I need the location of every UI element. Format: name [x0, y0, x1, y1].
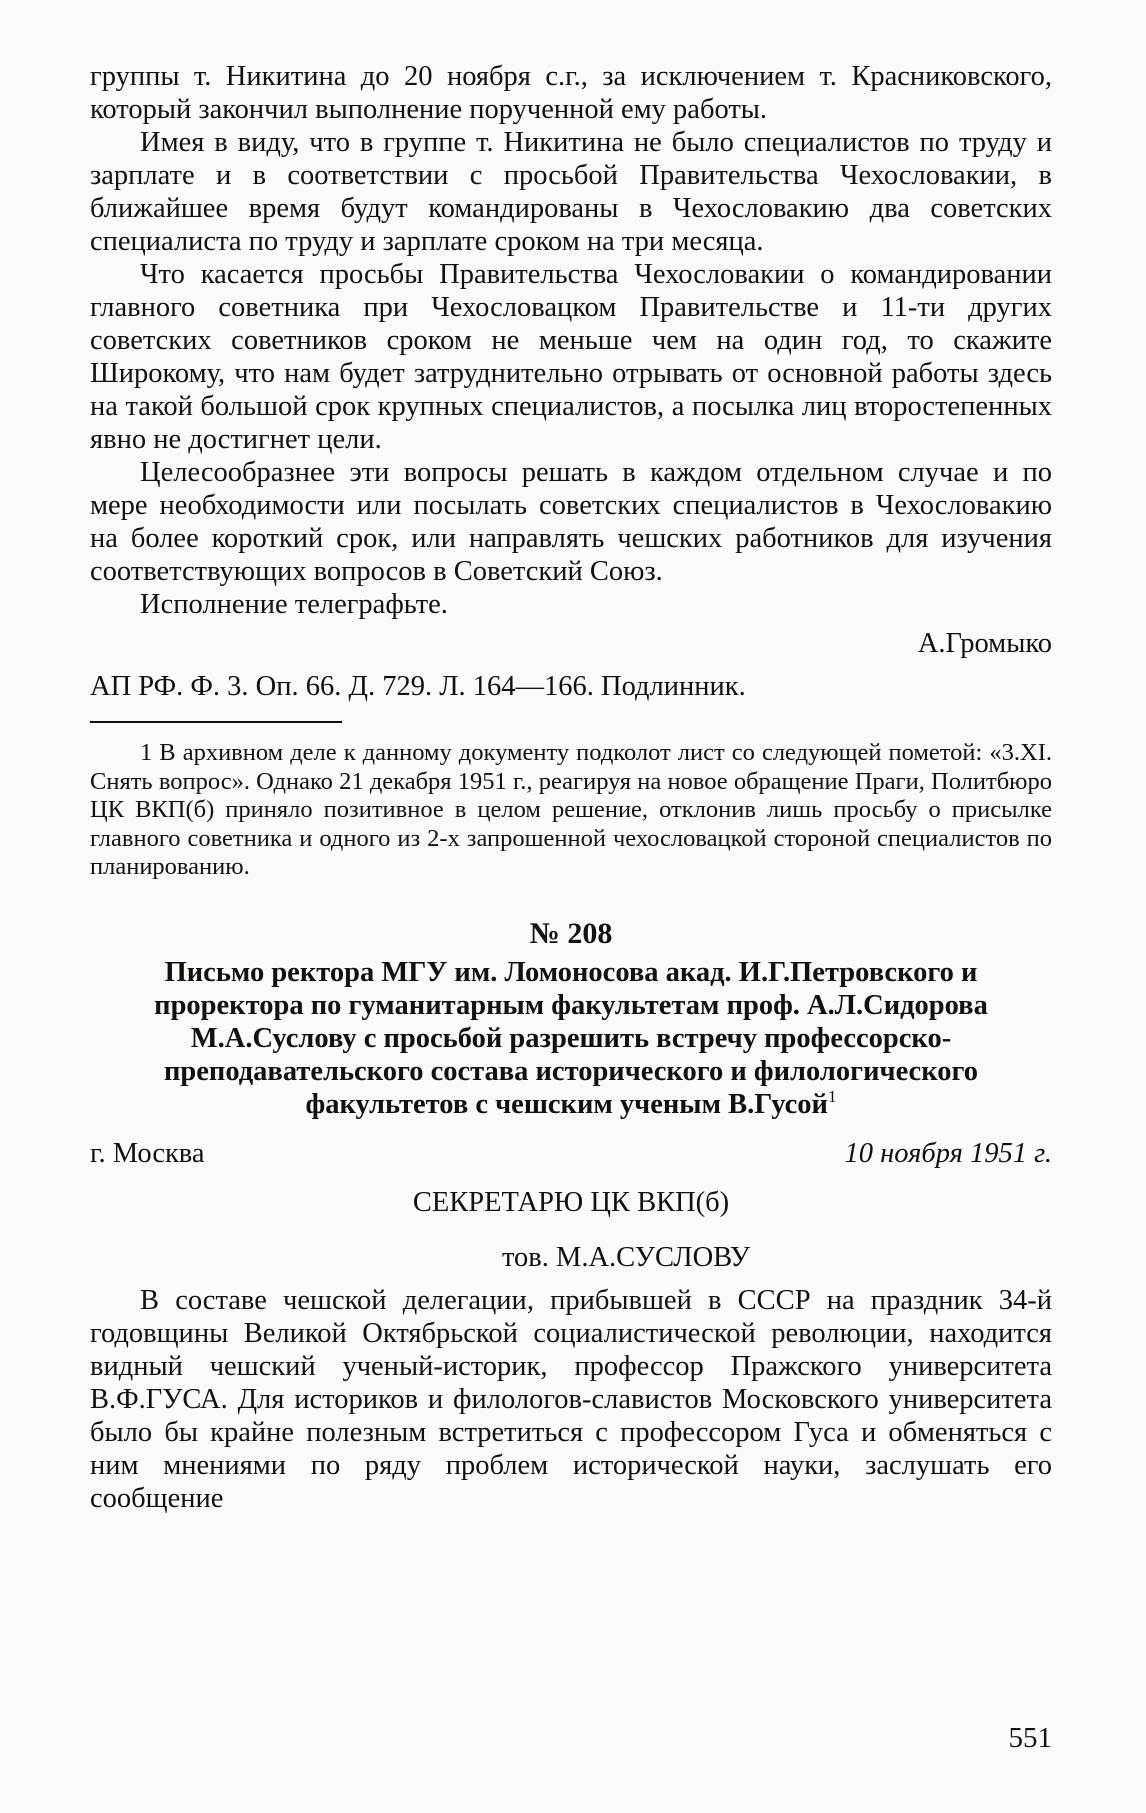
place: г. Москва	[90, 1137, 205, 1169]
paragraph-2: Имея в виду, что в группе т. Никитина не было специалистов по труду и зарплате и в соответствии с просьбой Правительства Чехословакии, в ближайшее время будут командированы в Чехословакию два советских специалиста по труду и зарплате сроком на три месяца.	[90, 127, 1052, 257]
title-footnote-mark: 1	[827, 1086, 837, 1106]
addressee-name: тов. М.А.СУСЛОВУ	[501, 1241, 751, 1273]
document-title-text: Письмо ректора МГУ им. Ломоносова акад. И.Г.Петровского и проректора по гуманитарным факультетам проф. А.Л.Сидорова М.А.Суслову с просьбой разрешить встречу профессорско-преподавательского состава исторического и филологического факультетов с чешским ученым В.Гусой	[154, 956, 988, 1120]
letter-body: В составе чешской делегации, прибывшей в СССР на праздник 34-й годовщины Великой Октябрьской социалистической революции, находится видный чешский ученый-историк, профессор Пражского университета В.Ф.ГУСА. Для историков и филологов-славистов Московского университета было бы крайне полезным встретиться с профессором Гуса и обменяться с ним мнениями по ряду проблем исторической науки, заслушать его сообщение	[90, 1284, 1052, 1514]
paragraph-1: группы т. Никитина до 20 ноября с.г., за исключением т. Красниковского, который закончил выполнение порученной ему работы.	[90, 61, 1052, 125]
paragraph-4: Целесообразнее эти вопросы решать в каждом отдельном случае и по мере необходимости или посылать советских специалистов в Чехословакию на более короткий срок, или направлять чешских работников для изучения соответствующих вопросов в Советский Союз.	[90, 457, 1052, 587]
archive-reference: АП РФ. Ф. 3. Оп. 66. Д. 729. Л. 164—166. Подлинник.	[90, 671, 746, 702]
date: 10 ноября 1951 г.	[844, 1137, 1052, 1169]
document-number: № 208	[529, 916, 613, 950]
footnote-divider	[90, 721, 342, 723]
addressee: СЕКРЕТАРЮ ЦК ВКП(б)	[412, 1186, 730, 1218]
paragraph-3: Что касается просьбы Правительства Чехословакии о командировании главного советника при Чехословацком Правительстве и 11-ти других советских советников сроком не меньше чем на один год, то скажите Широкому, что нам будет затруднительно отрывать от основной работы здесь на такой большой срок крупных специалистов, а посылка лиц второстепенных явно не достигнет цели.	[90, 259, 1052, 455]
signature: А.Громыко	[917, 628, 1052, 659]
document-title	[90, 956, 1052, 1121]
page-content	[90, 60, 1052, 1515]
footnote: 1 В архивном деле к данному документу подколот лист со следующей пометой: «3.XI. Снять вопрос». Однако 21 декабря 1951 г., реагируя на новое обращение Праги, Политбюро ЦК ВКП(б) приняло позитивное в целом решение, отклонив лишь просьбу о присылке главного советника и одного из 2-х запрошенной чехословацкой стороной специалистов по планированию.	[90, 739, 1052, 880]
paragraph-5: Исполнение телеграфьте.	[140, 589, 448, 620]
place-date-line	[90, 1137, 1052, 1170]
page-number: 551	[1008, 1722, 1052, 1754]
